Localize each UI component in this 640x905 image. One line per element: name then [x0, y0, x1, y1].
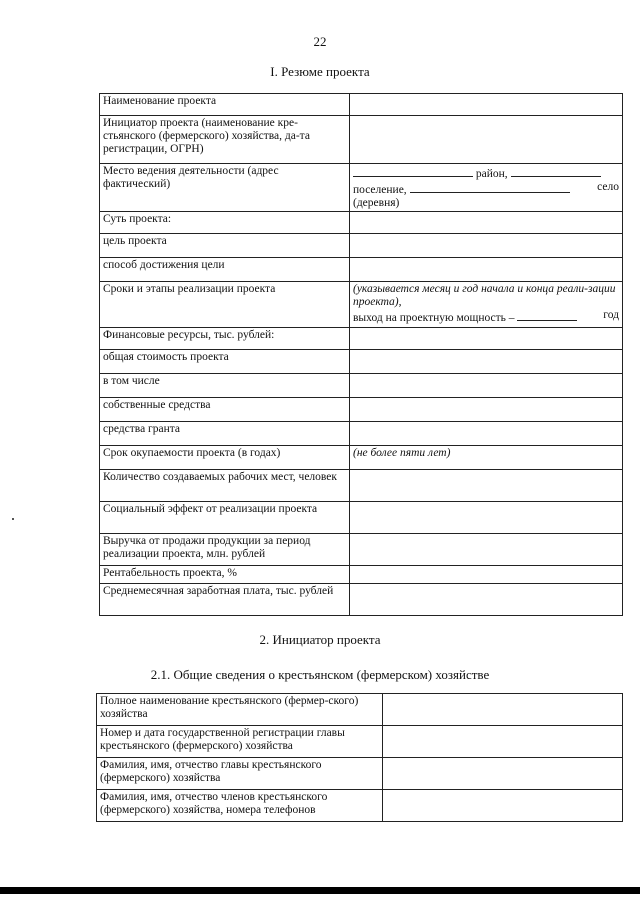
row-value-cell[interactable] — [350, 350, 623, 374]
row-value-cell[interactable] — [350, 470, 623, 502]
row-label: Социальный эффект от реализации проекта — [100, 502, 350, 534]
table-row — [100, 164, 623, 212]
scan-bottom-bar — [0, 887, 640, 894]
row-value-cell[interactable] — [350, 374, 623, 398]
table-row — [100, 446, 623, 470]
table-row — [100, 212, 623, 234]
row-value-cell[interactable] — [350, 234, 623, 258]
row-label: в том числе — [100, 374, 350, 398]
row-label: Выручка от продажи продукции за период реализации проекта, млн. рублей — [100, 534, 350, 566]
table-row — [100, 350, 623, 374]
row-value-cell[interactable] — [350, 94, 623, 116]
row-label: Место ведения деятельности (адрес фактический) — [100, 164, 350, 212]
row-value-cell[interactable] — [383, 758, 623, 790]
row-value-cell[interactable] — [350, 534, 623, 566]
table-row — [100, 398, 623, 422]
row-label: Суть проекта: — [100, 212, 350, 234]
table-row — [100, 502, 623, 534]
row-label: Фамилия, имя, отчество членов крестьянского (фермерского) хозяйства, номера телефонов — [97, 790, 383, 822]
row-label: Среднемесячная заработная плата, тыс. рублей — [100, 584, 350, 616]
row-value-cell[interactable] — [350, 258, 623, 282]
year-label: год — [603, 309, 619, 321]
row-label: Фамилия, имя, отчество главы крестьянского (фермерского) хозяйства — [97, 758, 383, 790]
row-value-cell[interactable] — [350, 584, 623, 616]
row-value-cell[interactable] — [350, 502, 623, 534]
row-label: Номер и дата государственной регистрации главы крестьянского (фермерского) хозяйства — [97, 726, 383, 758]
table-row — [100, 534, 623, 566]
row-value-cell[interactable] — [350, 422, 623, 446]
table-row — [100, 94, 623, 116]
table-row — [100, 328, 623, 350]
table-row — [100, 584, 623, 616]
terms-value-cell[interactable] — [350, 282, 623, 328]
row-label: Инициатор проекта (наименование кре-стьянского (фермерского) хозяйства, да-та регистрации, ОГРН) — [100, 116, 350, 164]
section-1-title: I. Резюме проекта — [270, 64, 370, 79]
row-value-cell[interactable] — [350, 566, 623, 584]
table-row — [100, 282, 623, 328]
project-summary-table — [99, 93, 623, 616]
table-row — [100, 470, 623, 502]
row-label: Сроки и этапы реализации проекта — [100, 282, 350, 328]
row-value-cell[interactable] — [383, 790, 623, 822]
section-2-1-title: 2.1. Общие сведения о крестьянском (фермерском) хозяйстве — [150, 667, 490, 682]
row-value-cell[interactable] — [350, 116, 623, 164]
row-value-cell[interactable] — [350, 212, 623, 234]
output-label: выход на проектную мощность – — [353, 312, 515, 324]
table-row — [97, 790, 623, 822]
derevnya-label: (деревня) — [353, 197, 400, 209]
row-label: собственные средства — [100, 398, 350, 422]
section-2-title: 2. Инициатор проекта — [259, 632, 381, 647]
table-row — [100, 258, 623, 282]
page-number: 22 — [313, 34, 327, 49]
row-label: Количество создаваемых рабочих мест, человек — [100, 470, 350, 502]
payback-hint[interactable]: (не более пяти лет) — [350, 446, 623, 470]
terms-hint: (указывается месяц и год начала и конца реали-зации проекта), — [353, 283, 616, 308]
table-row — [100, 116, 623, 164]
row-value-cell[interactable] — [383, 694, 623, 726]
farm-info-table — [96, 693, 623, 822]
row-label: Финансовые ресурсы, тыс. рублей: — [100, 328, 350, 350]
row-value-cell[interactable] — [350, 328, 623, 350]
poselenie-label: поселение, — [353, 184, 407, 196]
table-row — [97, 758, 623, 790]
address-value-cell[interactable] — [350, 164, 623, 212]
selo-label: село — [597, 181, 619, 193]
row-label: цель проекта — [100, 234, 350, 258]
row-label: средства гранта — [100, 422, 350, 446]
row-value-cell[interactable] — [383, 726, 623, 758]
row-label: способ достижения цели — [100, 258, 350, 282]
table-row — [100, 566, 623, 584]
row-label: Полное наименование крестьянского (фермер-ского) хозяйства — [97, 694, 383, 726]
rayon-label: район, — [475, 168, 508, 180]
scan-speck — [12, 518, 14, 520]
table-row — [97, 726, 623, 758]
row-label: Наименование проекта — [100, 94, 350, 116]
table-row — [97, 694, 623, 726]
row-value-cell[interactable] — [350, 398, 623, 422]
row-label: Рентабельность проекта, % — [100, 566, 350, 584]
row-label: Срок окупаемости проекта (в годах) — [100, 446, 350, 470]
table-row — [100, 374, 623, 398]
table-row — [100, 422, 623, 446]
table-row — [100, 234, 623, 258]
row-label: общая стоимость проекта — [100, 350, 350, 374]
